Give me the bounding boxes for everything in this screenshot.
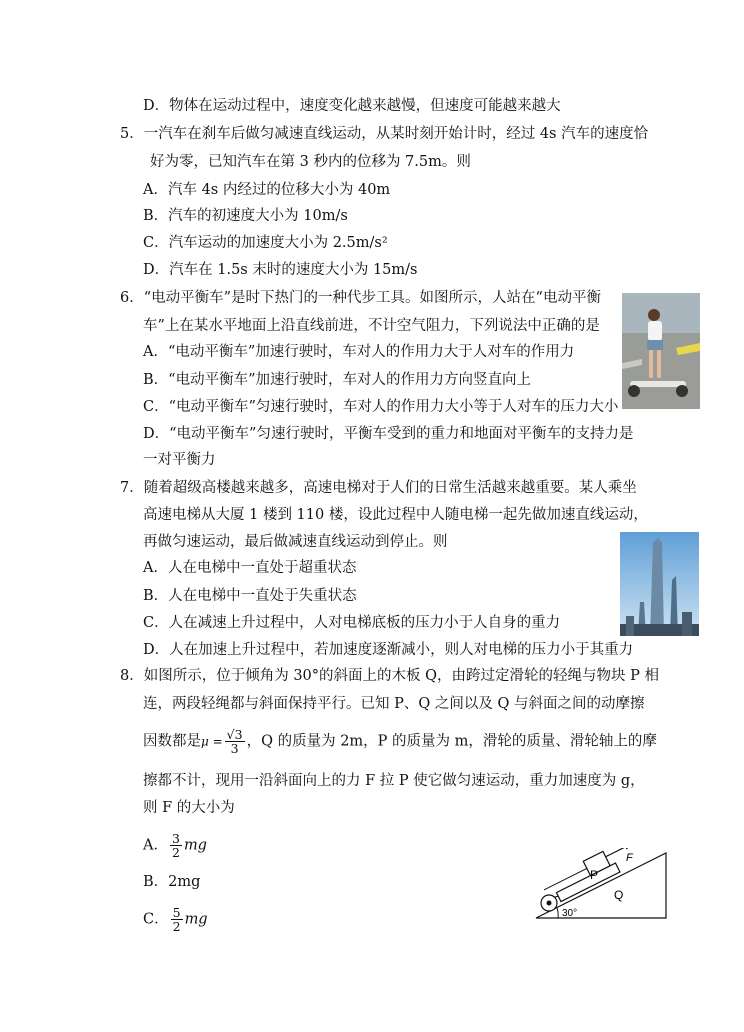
q6-option-b: B．“电动平衡车”加速行驶时，车对人的作用力方向竖直向上 [143,372,531,388]
q6-option-d-line2: 一对平衡力 [143,452,216,468]
q6-stem-line2: 车”上在某水平地面上沿直线前进，不计空气阻力，下列说法中正确的是 [143,318,600,334]
skyscraper-photo [620,532,699,636]
q8-option-c-unit: mg [184,911,208,928]
q7-stem-line2: 高速电梯从大厦 1 楼到 110 楼，设此过程中人随电梯一起先做加速直线运动， [143,507,648,523]
q5-option-d: D．汽车在 1.5s 末时的速度大小为 15m/s [143,262,418,278]
label-p: P [590,868,599,882]
incline-diagram [530,848,670,923]
label-angle: 30° [562,908,578,919]
q8-option-a-unit: mg [183,837,207,854]
mu-symbol: μ = [201,734,223,749]
q8-stem-line3-prefix: 因数都是 [143,733,201,750]
q7-stem-line3: 再做匀速运动，最后做减速直线运动到停止。则 [143,534,448,550]
q8-option-c [143,906,208,933]
q5-option-a: A．汽车 4s 内经过的位移大小为 40m [143,182,391,198]
q5-option-c: C．汽车运动的加速度大小为 2.5m/s² [143,235,388,251]
q8-option-c-denominator: 2 [172,919,181,934]
q7-option-c: C．人在减速上升过程中，人对电梯底板的压力小于人自身的重力 [143,615,561,631]
q8-option-a-label: A． [143,837,168,854]
q4-option-d: D．物体在运动过程中，速度变化越来越慢，但速度可能越来越大 [143,98,561,114]
q8-option-c-fraction [171,906,183,933]
mu-fraction [225,728,245,755]
q8-option-a [143,832,207,859]
q8-stem-line3-suffix: ，Q 的质量为 2m，P 的质量为 m，滑轮的质量、滑轮轴上的摩 [246,733,657,750]
q8-option-a-numerator: 3 [171,831,180,846]
q8-stem-line5: 则 F 的大小为 [143,800,235,816]
q7-option-b: B．人在电梯中一直处于失重状态 [143,588,357,604]
q8-option-a-denominator: 2 [171,845,180,860]
balance-scooter-photo [622,293,700,409]
q7-option-a: A．人在电梯中一直处于超重状态 [143,560,357,576]
label-f: F [626,852,633,864]
q8-option-a-fraction [170,832,182,859]
force-f-arrow [606,848,626,857]
q8-stem-line4: 擦都不计，现用一沿斜面向上的力 F 拉 P 使它做匀速运动，重力加速度为 g， [143,773,645,789]
q7-stem-line1: 7．随着超级高楼越来越多，高速电梯对于人们的日常生活越来越重要。某人乘坐 [120,480,637,496]
q5-stem-line1: 5．一汽车在刹车后做匀减速直线运动，从某时刻开始计时，经过 4s 汽车的速度恰 [120,126,649,142]
mu-denominator: 3 [230,741,239,756]
mu-numerator: √3 [226,727,243,742]
q6-option-d-line1: D．“电动平衡车”匀速行驶时，平衡车受到的重力和地面对平衡车的支持力是 [143,426,634,442]
q6-stem-line1: 6．“电动平衡车”是时下热门的一种代步工具。如图所示，人站在“电动平衡 [120,290,601,306]
q8-stem-line1: 8．如图所示，位于倾角为 30°的斜面上的木板 Q，由跨过定滑轮的轻绳与物块 P 相 [120,668,660,684]
q7-option-d: D．人在加速上升过程中，若加速度逐渐减小，则人对电梯的压力小于其重力 [143,642,634,658]
label-q: Q [614,888,624,902]
q5-stem-line2: 好为零，已知汽车在第 3 秒内的位移为 7.5m。则 [150,154,471,170]
q8-option-c-numerator: 5 [172,905,181,920]
q6-option-c: C．“电动平衡车”匀速行驶时，车对人的作用力大小等于人对车的压力大小 [143,399,619,415]
q8-option-c-label: C． [143,911,169,928]
q8-stem-line3 [143,728,657,755]
q8-stem-line2: 连，两段轻绳都与斜面保持平行。已知 P、Q 之间以及 Q 与斜面之间的动摩擦 [143,696,645,712]
q8-option-b: B．2mg [143,874,201,890]
q5-option-b: B．汽车的初速度大小为 10m/s [143,208,348,224]
q6-option-a: A．“电动平衡车”加速行驶时，车对人的作用力大于人对车的作用力 [143,344,575,360]
